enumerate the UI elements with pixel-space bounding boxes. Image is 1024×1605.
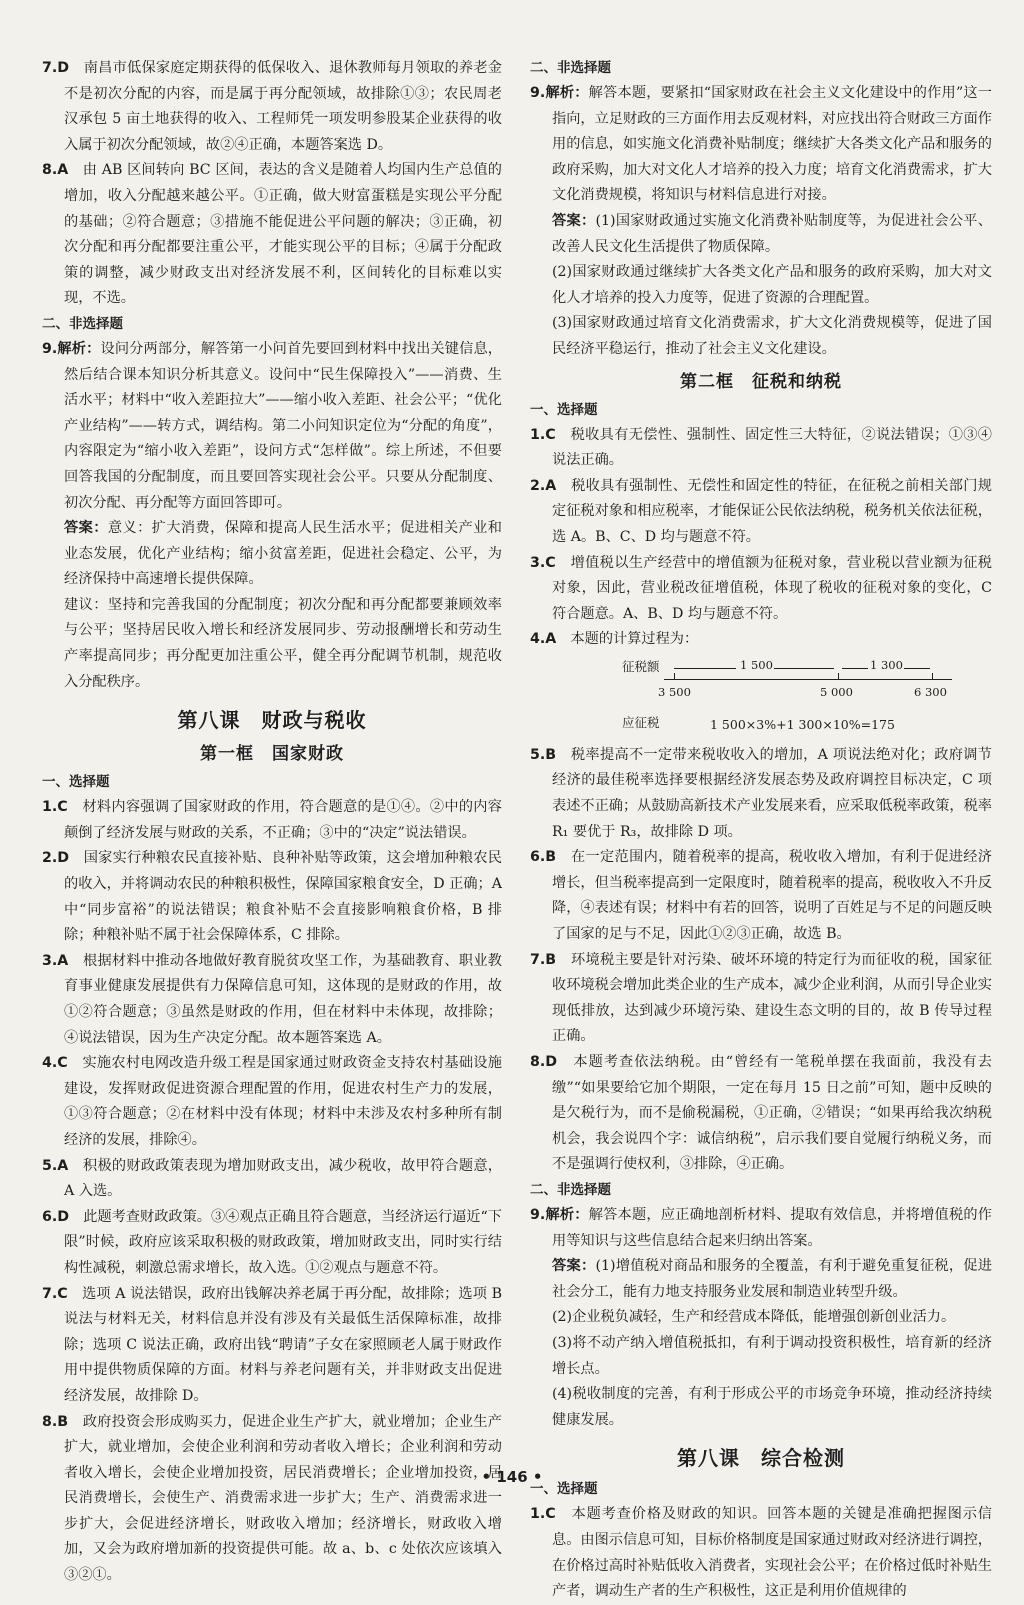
diagram-tick-label: 3 500 <box>658 684 691 699</box>
diagram-line <box>904 668 930 669</box>
section-heading: 一、选择题 <box>530 1481 598 1498</box>
answer-item: 4.A 本题的计算过程为： <box>530 631 699 648</box>
lesson-title: 第八课 财政与税收 <box>177 708 367 733</box>
answer-paragraph: (2)国家财政通过继续扩大各类文化产品和服务的政府采购，加大对文化人才培养的投入力度等，促进了资源的合理配置。 <box>552 264 992 306</box>
section-heading: 一、选择题 <box>530 401 598 418</box>
diagram-tick <box>932 673 933 680</box>
answer-item: 8.D 本题考查依法纳税。由“曾经有一笔税单摆在我面前，我没有去缴”“如果要给它加个期限，一定在每月 15 日之前”可知，题中反映的是欠税行为，而不是偷税漏税，①正确，②错误；“如果再给我次纳税机会，我会说四个字：诚信纳税”，启示我们要自觉履行纳税义务，而不是强调行使权利，③排除，④正确。 <box>530 1054 992 1173</box>
answer-item: 9.解析：解答本题，要紧扣“国家财政在社会主义文化建设中的作用”这一指向，立足财政的三方面作用去反观材料，对应找出符合财政三方面作用的信息，如实施文化消费补贴制度；继续扩大各类文化产品和服务的政府采购，加大对文化人才培养的投入力度；培育文化消费需求，扩大文化消费规模，将知识与材料信息进行对接。 <box>530 85 992 204</box>
answer-paragraph: (4)税收制度的完善，有利于形成公平的市场竞争环境，推动经济持续健康发展。 <box>552 1386 992 1428</box>
answer-paragraph: (3)国家财政通过培育文化消费需求，扩大文化消费规模等，促进了国民经济平稳运行，推动了社会主义文化建设。 <box>552 315 992 357</box>
answer-item: 8.B 政府投资会形成购买力，促进企业生产扩大，就业增加；企业生产扩大，就业增加，会使企业利润和劳动者收入增长；企业利润和劳动者收入增长，会使企业增加投资，居民消费增长；企业增加投资，居民消费增长，会使生产、消费需求进一步扩大；生产、消费需求进一步扩大，会促进经济增长，财政收入增加；经济增长，财政收入增加，又会为政府增加新的投资提供可能。故 a、b、c 处依次应该填入③②①。 <box>42 1413 502 1584</box>
answer-item: 7.C 选项 A 说法错误，政府出钱解决养老属于再分配，故排除；选项 B 说法与材料无关，材料信息并没有涉及有关最低生活保障标准，故排除；选项 C 说法正确，政府出钱“聘请”子女在家照顾老人属于财政作用中提供物质保障的方面。材料与养老问题有关，并非财政支出促进经济发展，故排除 D。 <box>42 1285 502 1404</box>
answer-item: 3.A 根据材料中推动各地做好教育脱贫攻坚工作，为基础教育、职业教育事业健康发展提供有力保障信息可知，这体现的是财政的作用，故①②符合题意；③虽然是财政的作用，但在材料中未体现，故排除；④说法错误，因为生产决定分配。故本题答案选 A。 <box>42 952 502 1046</box>
answer-paragraph: 答案：(1)国家财政通过实施文化消费补贴制度等，为促进社会公平、改善人民文化生活提供了物质保障。 <box>552 212 992 255</box>
section-heading: 二、非选择题 <box>42 315 123 332</box>
answer-item: 1.C 材料内容强调了国家财政的作用，符合题意的是①④。②中的内容颠倒了经济发展与财政的关系，不正确；③中的“决定”说法错误。 <box>42 799 502 841</box>
answer-item: 1.C 税收具有无偿性、强制性、固定性三大特征，②说法错误；①③④说法正确。 <box>530 426 992 469</box>
answer-item: 2.D 国家实行种粮农民直接补贴、良种补贴等政策，这会增加种粮农民的收入，并将调动农民的种粮积极性，保障国家粮食安全，D 正确；A 中“同步富裕”的说法错误；粮食补贴不会直接影响粮食价格，B 排除；种粮补贴不属于社会保障体系，C 排除。 <box>42 850 502 944</box>
tax-calculation-diagram <box>552 655 992 741</box>
diagram-tick-label: 6 300 <box>914 684 947 699</box>
diagram-line <box>842 668 868 669</box>
frame-title: 第二框 征税和纳税 <box>680 371 842 392</box>
answer-item: 6.D 此题考查财政政策。③④观点正确且符合题意，当经济运行逼近“下限”时候，政府应该采取积极的财政政策，增加财政支出，同时实行结构性减税，刺激总需求增长，故入选。①②观点与题意不符。 <box>42 1208 502 1276</box>
diagram-line <box>674 668 736 669</box>
answer-item: 7.D 南昌市低保家庭定期获得的低保收入、退休教师每月领取的养老金不是初次分配的内容，而是属于再分配领域，故排除①③；农民周老汉承包 5 亩土地获得的收入、工程师凭一项发明参股某企业获得的收入属于初次分配领域，故②④正确，本题答案选 D。 <box>42 60 502 153</box>
diagram-tick <box>838 673 839 680</box>
diagram-formula: 1 500×3%+1 300×10%=175 <box>710 716 895 732</box>
page-number: • 146 • <box>481 1468 543 1486</box>
answer-item: 9.解析：设问分两部分，解答第一小问首先要回到材料中找出关键信息，然后结合课本知识分析其意义。设问中“民生保障投入”——消费、生活水平；材料中“收入差距拉大”——缩小收入差距、社会公平；“优化产业结构”——转方式，调结构。第二小问知识定位为“分配的角度”，内容限定为“缩小收入差距”，设问方式“怎样做”。综上所述，不但要回答我国的分配制度，而且要回答实现社会公平。只要从分配制度、初次分配、再分配等方面回答即可。 <box>42 340 502 511</box>
diagram-label-payable-tax: 应征税 <box>622 714 660 730</box>
answer-item: 1.C 本题考查价格及财政的知识。回答本题的关键是准确把握图示信息。由图示信息可知，目标价格制度是国家通过财政对经济进行调控，在价格过高时补贴低收入消费者，实现社会公平；在价格过低时补贴生产者，调动生产者的生产积极性，这正是利用价值规律的 <box>530 1506 992 1600</box>
answer-item: 2.A 税收具有强制性、无偿性和固定性的特征，在征税之前相关部门规定征税对象和相应税率，才能保证公民依法纳税，税务机关依法征税，选 A。B、C、D 均与题意不符。 <box>530 477 992 545</box>
answer-paragraph: 答案：意义：扩大消费，保障和提高人民生活水平；促进相关产业和业态发展，优化产业结构；缩小贫富差距，促进社会稳定、公平，为经济保持中高速增长提供保障。 <box>64 520 502 588</box>
answer-item: 3.C 增值税以生产经营中的增值额为征税对象，营业税以营业额为征税对象，因此，营业税改征增值税，体现了税收的征税对象的变化，C 符合题意。A、B、D 均与题意不符。 <box>530 554 992 622</box>
diagram-line <box>774 668 834 669</box>
section-heading: 一、选择题 <box>42 774 110 791</box>
answer-item: 5.A 积极的财政政策表现为增加财政支出，减少税收，故甲符合题意，A 入选。 <box>42 1157 502 1200</box>
answer-item: 9.解析：解答本题，应正确地剖析材料、提取有效信息，并将增值税的作用等知识与这些信息结合起来归纳出答案。 <box>530 1206 992 1249</box>
frame-title: 第一框 国家财政 <box>200 744 344 765</box>
diagram-tick <box>674 673 675 680</box>
answer-item: 5.B 税率提高不一定带来税收收入的增加，A 项说法绝对化；政府调节经济的最佳税率选择要根据经济发展态势及政府调控目标决定，C 项表述不正确；从鼓励高新技术产业发展来看，应采取低税率政策，税率 R₁ 要优于 R₃，故排除 D 项。 <box>530 746 992 840</box>
right-column <box>530 56 992 1605</box>
answer-paragraph: 答案：(1)增值税对商品和服务的全覆盖，有利于避免重复征税，促进社会分工，能有力地支持服务业发展和制造业转型升级。 <box>552 1258 992 1300</box>
diagram-axis <box>664 679 952 680</box>
answer-paragraph: 建议：坚持和完善我国的分配制度；初次分配和再分配都要兼顾效率与公平；坚持居民收入增长和经济发展同步、劳动报酬增长和劳动生产率提高同步；再分配更加注重公平，健全再分配调节机制，规范收入分配秩序。 <box>64 596 502 690</box>
answer-item: 7.B 环境税主要是针对污染、破坏环境的特定行为而征收的税，国家征收环境税会增加此类企业的生产成本，减少企业利润，从而引导企业实现低排放，达到减少环境污染、建设生态文明的目的，故 B 传导过程正确。 <box>530 951 992 1045</box>
answer-paragraph: (3)将不动产纳入增值税抵扣，有利于调动投资积极性，培育新的经济增长点。 <box>552 1334 992 1377</box>
left-column <box>42 56 502 1589</box>
diagram-segment-2: 1 300 <box>870 657 903 672</box>
section-heading: 二、非选择题 <box>530 1181 611 1198</box>
answer-item: 4.C 实施农村电网改造升级工程是国家通过财政资金支持农村基础设施建设，发挥财政促进资源合理配置的作用，促进农村生产力的发展，①③符合题意；②在材料中没有体现；材料中未涉及农村多种所有制经济的发展，排除④。 <box>42 1055 502 1148</box>
diagram-tick-label: 5 000 <box>820 684 853 699</box>
diagram-label-tax-amount: 征税额 <box>622 658 660 674</box>
answer-item: 6.B 在一定范围内，随着税率的提高，税收收入增加，有利于促进经济增长，但当税率提高到一定限度时，随着税率的提高，税收收入不升反降，④表述有误；材料中有若的回答，说明了百姓足与不足的问题反映了国家的足与不足，因此①②③正确，故选 B。 <box>530 849 992 943</box>
answer-item: 8.A 由 AB 区间转向 BC 区间，表达的含义是随着人均国内生产总值的增加，收入分配越来越公平。①正确，做大财富蛋糕是实现公平分配的基础；②符合题意；③措施不能促进公平问题的解决；③正确，初次分配和再分配都要注重公平，才能实现公平的目标；④属于分配政策的调整，减少财政支出对经济发展不利，区间转化的目标难以实现，不选。 <box>42 162 502 307</box>
diagram-segment-1: 1 500 <box>740 657 773 672</box>
lesson-title: 第八课 综合检测 <box>677 1446 845 1471</box>
answer-paragraph: (2)企业税负减轻，生产和经营成本降低，能增强创新创业活力。 <box>552 1309 956 1326</box>
section-heading: 二、非选择题 <box>530 60 611 76</box>
